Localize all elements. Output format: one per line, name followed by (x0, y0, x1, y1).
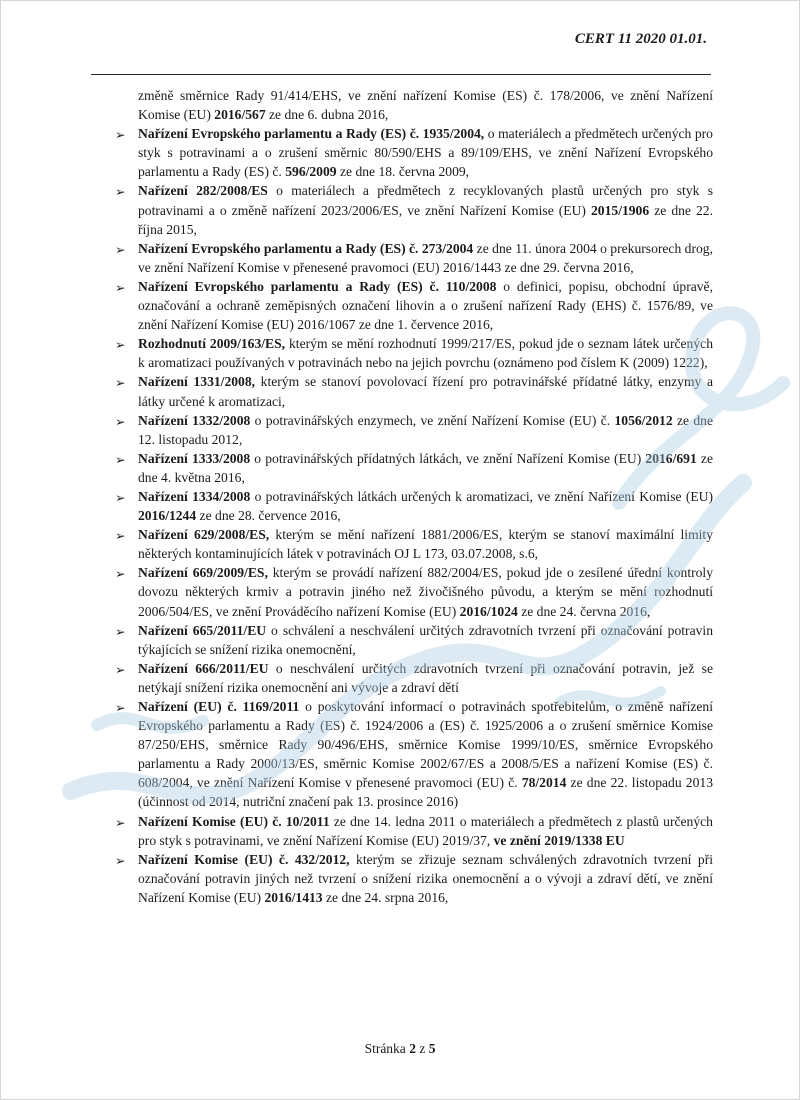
text-segment: o materiálech a předmětech z recyklovaných plastů určených pro styk s potravinami a o změně nařízení 2023/2006/ES, ve znění Nařízení Komise (EU) (138, 183, 713, 218)
arrow-bullet-icon: ➢ (115, 700, 126, 715)
text-segment: Nařízení 1334/2008 (138, 488, 251, 504)
text-segment: Nařízení 669/2009/ES, (138, 565, 268, 581)
text-segment: ze dne 22. listopadu 2013 (účinnost od 2014, nutriční značení pak 13. prosince 2016) (138, 775, 713, 810)
text-segment: Nařízení 665/2011/EU (138, 622, 267, 638)
text-segment: o materiálech a předmětech určených pro styk s potravinami a o zrušení směrnic 80/590/EHS a 89/109/EHS, ve znění Nařízení Evropského parlamentu a Rady (ES) č. (138, 126, 713, 180)
item-text (138, 241, 713, 275)
list-item (101, 563, 713, 620)
arrow-bullet-icon: ➢ (115, 623, 126, 639)
list-item (101, 621, 713, 659)
list-item (101, 372, 713, 410)
text-segment: kterým se mění rozhodnutí 1999/217/ES, pokud jde o seznam látek určených k aromatizaci používaných v potravinách nebo na jejich povrchu (oznámeno pod číslem K (2009) 1222), (138, 336, 713, 371)
text-segment: kterým se provádí nařízení 882/2004/ES, pokud jde o zesílené úřední kontroly dovozu některých krmiv a potravin jiného než živočišného původu, a kterým se mění rozhodnutí 2006/504/ES, ve znění Prováděcího nařízení Komise (EU) (138, 565, 713, 619)
text-segment: o potravinářských enzymech, ve znění Nařízení Komise (EU) č. (250, 412, 615, 428)
text-segment: Nařízení 666/2011/EU (138, 660, 269, 676)
text-segment: Nařízení (EU) č. 1169/2011 (138, 699, 300, 714)
arrow-bullet-icon: ➢ (115, 375, 126, 391)
footer-total-pages: 5 (428, 1041, 436, 1056)
list-item (101, 697, 713, 812)
text-segment: o poskytování informací o potravinách spotřebitelům, o změně nařízení Evropského parlamentu a Rady (ES) č. 1924/2006 a (ES) č. 1925/2006 a o zrušení směrnice Komise 87/250/EHS, směrnice Rady 90/496/EHS, směrnice Komise 1999/10/ES, směrnice Evropského parlamentu a Rady 2000/13/ES, směrnic Komise 2002/67/ES a 2008/5/ES a nařízení Komise (ES) č. 608/2004, ve znění Nařízení Komise v přenesené pravomoci (EU) č. (138, 699, 713, 791)
text-segment: 2016/1024 (459, 603, 518, 619)
list-item (101, 449, 713, 487)
item-text (138, 489, 713, 523)
text-segment: Rozhodnutí 2009/163/ES, (138, 336, 286, 352)
item-text (138, 565, 713, 618)
text-segment: ve znění 2019/1338 EU (493, 832, 625, 848)
text-segment: Nařízení Evropského parlamentu a Rady (ES) č. 273/2004 (138, 240, 474, 256)
text-segment: Nařízení 1331/2008, (138, 374, 256, 390)
page-footer (1, 1041, 799, 1057)
item-text (138, 336, 713, 370)
text-segment: 2016/1244 (138, 508, 197, 524)
text-segment: 1056/2012 (614, 412, 673, 428)
text-segment: Nařízení Komise (EU) č. 432/2012, (138, 851, 350, 867)
list-item (101, 850, 713, 907)
arrow-bullet-icon: ➢ (115, 184, 126, 200)
intro-paragraph (101, 86, 713, 124)
arrow-bullet-icon: ➢ (115, 661, 126, 677)
document-body (101, 86, 713, 907)
text-segment: kterým se zřizuje seznam schválených zdravotních tvrzení při označování potravin jiných než tvrzení o snížení rizika onemocnění a o vývoji a zdraví dětí, ve znění Nařízení Komise (EU) (138, 851, 713, 905)
item-text (138, 126, 713, 179)
item-text (138, 183, 713, 236)
arrow-bullet-icon: ➢ (115, 279, 126, 295)
arrow-bullet-icon: ➢ (115, 814, 126, 830)
text-segment: ze dne 6. dubna 2016, (265, 107, 389, 123)
text-segment: o schválení a neschválení určitých zdravotních tvrzení při označování potravin týkajících se snížení rizika onemocnění, (138, 622, 713, 657)
item-text (138, 413, 713, 447)
text-segment: o potravinářských přídatných látkách, ve znění Nařízení Komise (EU) (250, 450, 646, 466)
list-item (101, 487, 713, 525)
text-segment: ze dne 14. ledna 2011 o materiálech a předmětech z plastů určených pro styk s potravinami, ve znění Nařízení Komise (EU) 2019/37, (138, 813, 713, 848)
list-item (101, 525, 713, 563)
text-segment: ze dne 24. června 2016, (517, 603, 651, 619)
footer-of: z (419, 1041, 426, 1056)
text-segment: o neschválení určitých zdravotních tvrzení při označování potravin, jež se netýkají snížení rizika onemocnění ani vývoje a zdraví dětí (138, 660, 713, 695)
item-text (138, 699, 713, 809)
item-text (138, 814, 713, 848)
arrow-bullet-icon: ➢ (115, 489, 126, 505)
text-segment: Nařízení 629/2008/ES, (138, 527, 270, 543)
text-segment: kterým se mění nařízení 1881/2006/ES, kterým se stanoví maximální limity některých kontaminujících látek v potravinách OJ L 173, 03.07.2008, s.6, (138, 527, 713, 562)
list-item (101, 239, 713, 277)
arrow-bullet-icon: ➢ (115, 451, 126, 467)
arrow-bullet-icon: ➢ (115, 852, 126, 868)
text-segment: ze dne 22. října 2015, (138, 202, 713, 237)
text-segment: změně směrnice Rady 91/414/EHS, ve znění nařízení Komise (ES) č. 178/2006, ve znění Nařízení Komise (EU) (138, 88, 713, 123)
text-segment: o potravinářských látkách určených k aromatizaci, ve znění Nařízení Komise (EU) (250, 488, 713, 504)
text-segment: ze dne 11. února 2004 o prekursorech drog, ve znění Nařízení Komise v přenesené pravomoci (EU) 2016/1443 ze dne 29. června 2016, (138, 240, 713, 275)
item-text (138, 661, 713, 695)
arrow-bullet-icon: ➢ (115, 127, 126, 143)
list-item (101, 181, 713, 238)
list-item (101, 812, 713, 850)
text-segment: kterým se stanoví povolovací řízení pro potravinářské přídatné látky, enzymy a látky určené k aromatizaci, (138, 374, 713, 409)
footer-label: Stránka (364, 1041, 406, 1056)
text-segment: Nařízení 282/2008/ES (138, 183, 268, 199)
item-text (138, 374, 713, 408)
footer-page-number: 2 (409, 1041, 416, 1056)
text-segment: ze dne 24. srpna 2016, (322, 889, 449, 905)
text-segment: 596/2009 (285, 164, 337, 180)
document-code: CERT 11 2020 01.01. (574, 31, 707, 47)
text-segment: ze dne 12. listopadu 2012, (138, 412, 713, 447)
arrow-bullet-icon: ➢ (115, 413, 126, 429)
arrow-bullet-icon: ➢ (115, 528, 126, 544)
text-segment: 78/2014 (521, 775, 567, 791)
text-segment: 2015/1906 (591, 202, 650, 218)
item-text (138, 852, 713, 905)
text-segment: 2016/691 (645, 450, 697, 466)
text-segment: ze dne 4. května 2016, (138, 450, 713, 485)
list-item (101, 124, 713, 181)
text-segment: ze dne 18. června 2009, (336, 164, 470, 180)
text-segment: Nařízení Evropského parlamentu a Rady (ES) č. 1935/2004, (138, 126, 485, 142)
arrow-bullet-icon: ➢ (115, 337, 126, 353)
header-divider (91, 74, 711, 75)
arrow-bullet-icon: ➢ (115, 241, 126, 257)
list-item (101, 334, 713, 372)
text-segment: ze dne 28. července 2016, (196, 508, 341, 524)
list-item (101, 411, 713, 449)
text-segment: Nařízení Komise (EU) č. 10/2011 (138, 813, 330, 829)
arrow-bullet-icon: ➢ (115, 566, 126, 582)
text-segment: Nařízení 1333/2008 (138, 450, 251, 466)
text-segment: Nařízení Evropského parlamentu a Rady (ES) č. 110/2008 (138, 278, 497, 294)
text-segment: 2016/567 (214, 107, 266, 123)
list-item (101, 277, 713, 334)
text-segment: Nařízení 1332/2008 (138, 412, 251, 428)
text-segment: o definici, popisu, obchodní úpravě, označování a ochraně zeměpisných označení lihovin a o zrušení nařízení Rady (EHS) č. 1576/89, ve znění Nařízení Komise (EU) 2016/1067 ze dne 1. července 2016, (138, 278, 713, 333)
regulation-list (101, 124, 713, 907)
item-text (138, 279, 713, 332)
item-text (138, 451, 713, 485)
item-text (138, 527, 713, 561)
item-text (138, 623, 713, 657)
text-segment: 2016/1413 (264, 889, 323, 905)
list-item (101, 659, 713, 697)
